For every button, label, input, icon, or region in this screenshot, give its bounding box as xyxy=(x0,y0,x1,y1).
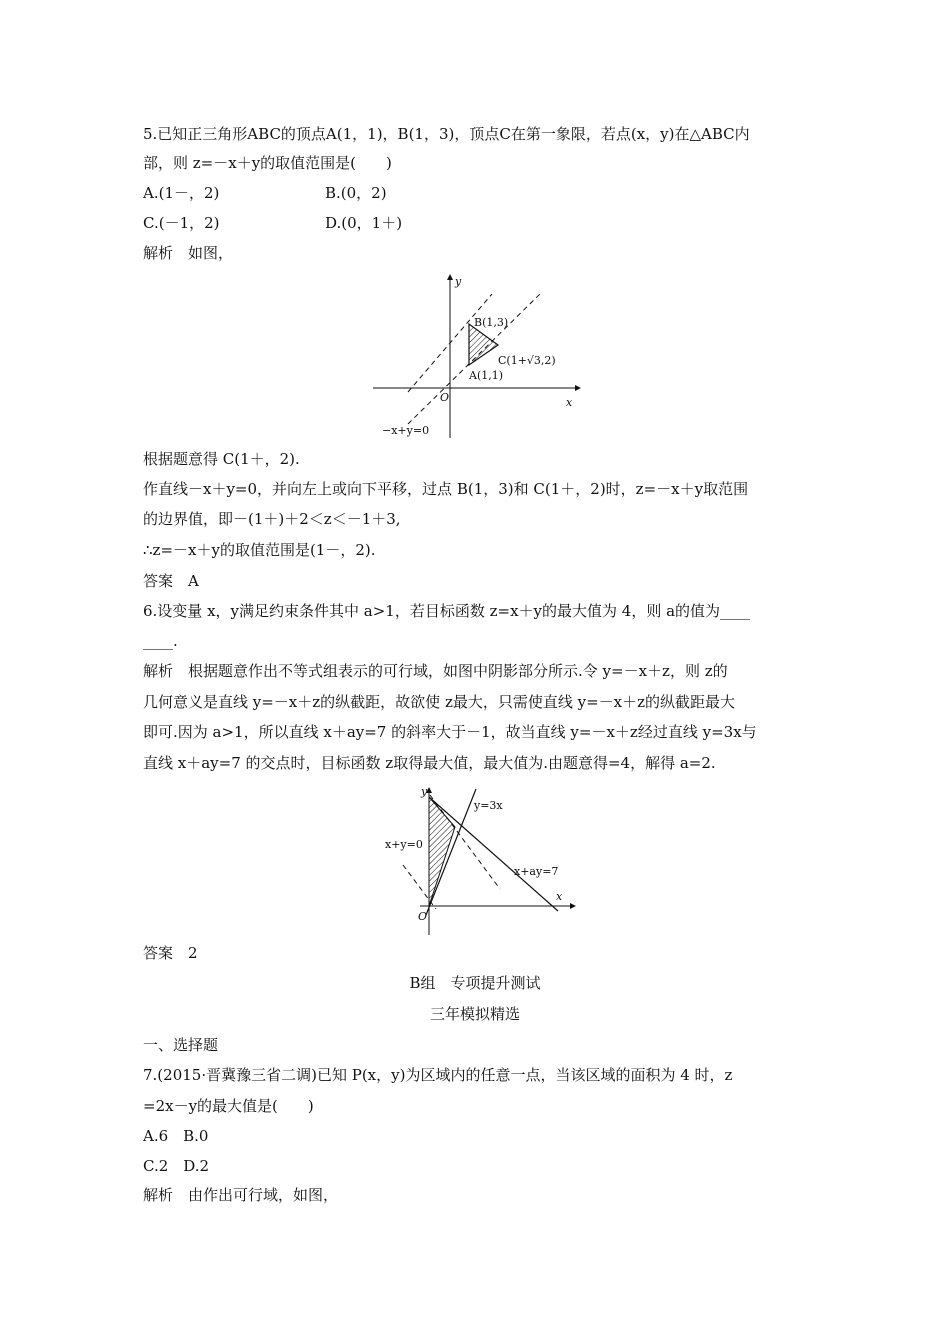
q5-label-a: A(1,1) xyxy=(469,369,504,382)
q5-stem-line1: 5.已知正三角形ABC的顶点A(1，1)，B(1，3)，顶点C在第一象限，若点(x，y)在△ABC内 xyxy=(143,125,750,143)
q6-origin-label: O xyxy=(418,910,428,923)
q6-y-label: y xyxy=(421,785,428,798)
q6-analysis-2: 几何意义是直线 y=－x＋z的纵截距，故欲使 z最大，只需使直线 y=－x＋z的纵截距最大 xyxy=(143,693,736,711)
q6-line-x-ay-7 xyxy=(429,797,558,911)
q6-label-x-plus-y-0: x+y=0 xyxy=(385,838,423,851)
q5-stem-line2: 部，则 z=－x＋y的取值范围是( ) xyxy=(143,154,392,172)
q6-label-y-3x: y=3x xyxy=(474,799,503,812)
q6-stem-line1: 6.设变量 x，y满足约束条件其中 a>1，若目标函数 z=x＋y的最大值为 4，则 a的值为____ xyxy=(143,602,751,620)
q5-label-line: −x+y=0 xyxy=(382,424,430,437)
q5-option-c: C.(－1，2) xyxy=(143,214,220,232)
q5-label-b: B(1,3) xyxy=(474,316,509,329)
q5-solution-4: ∴z=－x＋y的取值范围是(1－，2). xyxy=(143,541,376,559)
q5-x-label: x xyxy=(566,396,573,409)
section-b-subtitle: 三年模拟精选 xyxy=(429,1005,520,1023)
q6-x-label: x xyxy=(556,890,563,903)
q7-options-cd: C.2 D.2 xyxy=(143,1157,210,1175)
q7-stem-line1: 7.(2015·晋冀豫三省二调)已知 P(x，y)为区域内的任意一点，当该区域的面积为 4 时，z xyxy=(143,1066,733,1084)
q5-label-c: C(1+√3,2) xyxy=(498,354,556,367)
q5-figure xyxy=(370,272,585,440)
q6-label-x-ay-7: x+ay=7 xyxy=(514,865,559,878)
q6-figure xyxy=(380,783,580,938)
q7-analysis: 解析 由作出可行域，如图， xyxy=(143,1186,339,1204)
q7-stem-line2: =2x－y的最大值是( ) xyxy=(143,1097,314,1115)
q5-option-d: D.(0，1＋) xyxy=(325,214,403,232)
section-b-title: B组 专项提升测试 xyxy=(409,974,541,992)
q5-option-a: A.(1－，2) xyxy=(143,184,220,202)
q5-y-label: y xyxy=(455,275,462,288)
q6-answer: 答案 2 xyxy=(143,944,198,962)
q6-analysis-4: 直线 x＋ay=7 的交点时，目标函数 z取得最大值，最大值为.由题意得=4，解得 a=2. xyxy=(143,754,716,772)
q6-stem-line2: ____. xyxy=(143,632,178,650)
q7-options-ab: A.6 B.0 xyxy=(143,1127,209,1145)
q5-x-arrow xyxy=(575,385,581,391)
q5-solution-1: 根据题意得 C(1＋，2). xyxy=(143,450,300,468)
q6-analysis-1: 解析 根据题意作出不等式组表示的可行域，如图中阴影部分所示.令 y=－x＋z，则 z的 xyxy=(143,662,728,680)
q6-analysis-3: 即可.因为 a>1，所以直线 x＋ay=7 的斜率大于－1，故当直线 y=－x＋z经过直线 y=3x与 xyxy=(143,723,757,741)
q5-y-arrow xyxy=(447,274,453,280)
part-heading: 一、选择题 xyxy=(143,1036,219,1054)
q5-triangle-abc xyxy=(469,324,498,365)
q5-origin-label: O xyxy=(440,391,450,404)
q5-solution-2: 作直线－x＋y=0，并向左上或向下平移，过点 B(1，3)和 C(1＋，2)时，z=－x＋y取范围 xyxy=(143,480,749,498)
q5-option-b: B.(0，2) xyxy=(325,184,387,202)
q5-analysis-intro: 解析 如图， xyxy=(143,244,234,262)
q5-answer: 答案 A xyxy=(143,572,199,590)
q5-solution-3: 的边界值，即－(1＋)＋2＜z＜－1＋3, xyxy=(143,510,401,528)
q6-x-arrow xyxy=(570,903,576,909)
